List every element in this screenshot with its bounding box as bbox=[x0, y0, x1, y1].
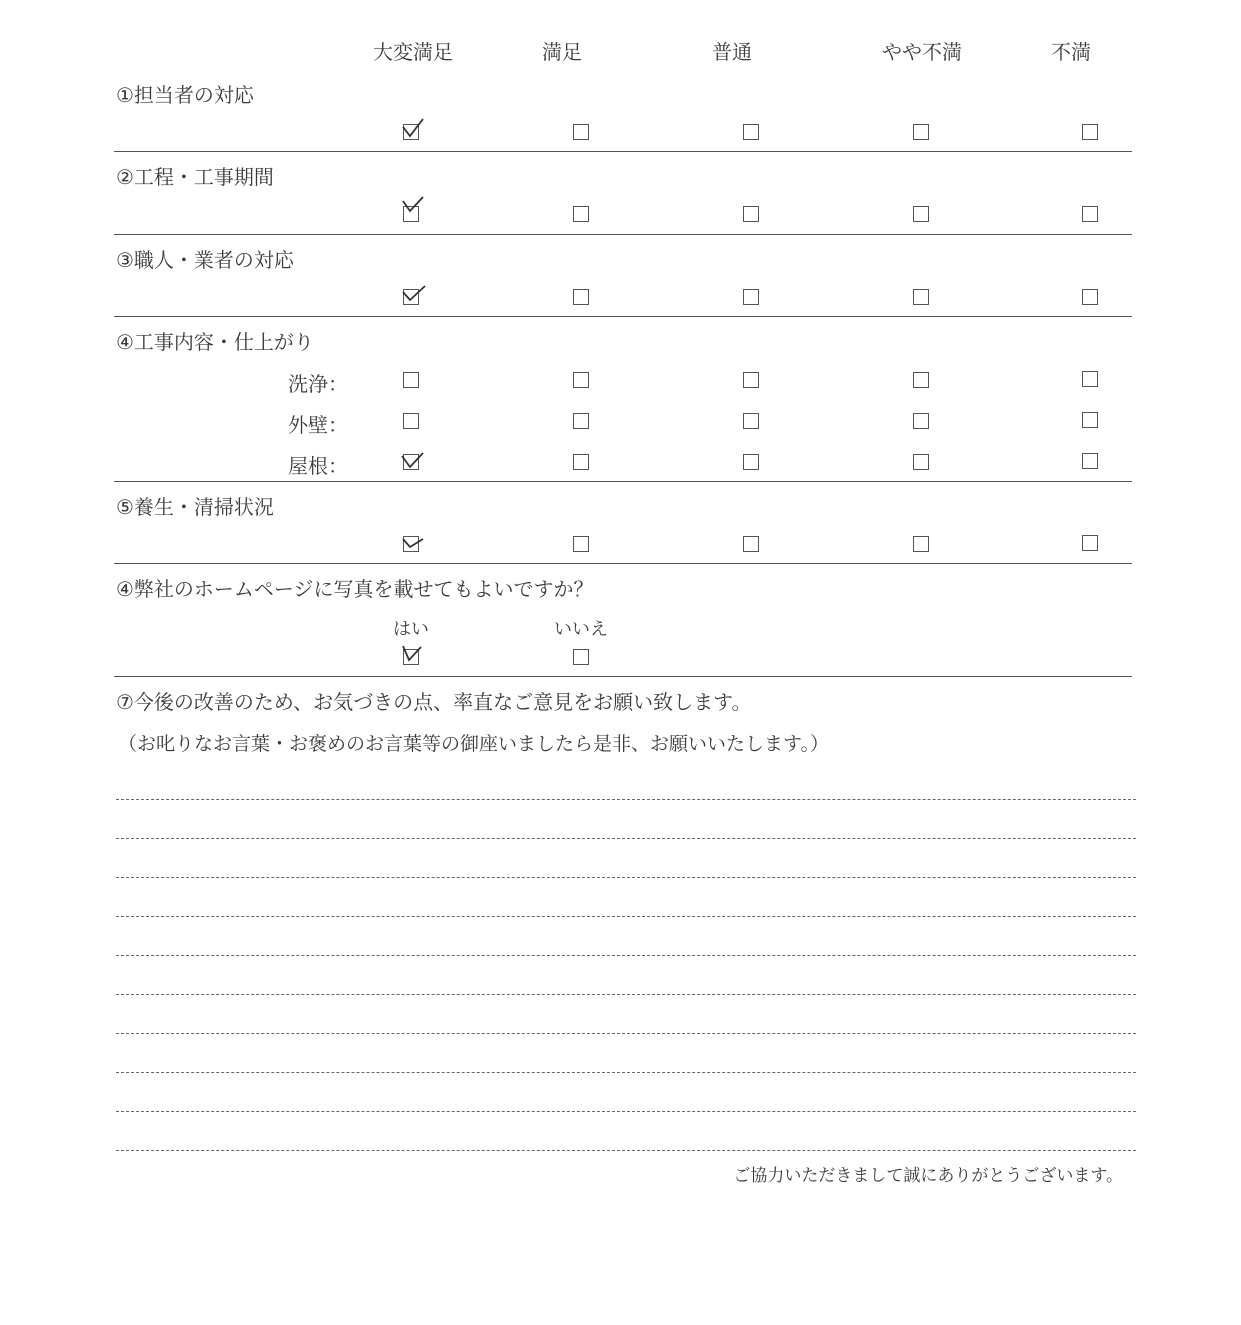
question-title-staff: ①担当者の対応 bbox=[116, 83, 254, 107]
checkbox-q2-dissatisfied[interactable] bbox=[1082, 206, 1098, 222]
checkbox-q1-satisfied[interactable] bbox=[573, 124, 589, 140]
checkbox-q4-roof-dissatisfied[interactable] bbox=[1082, 453, 1098, 469]
check-mark-icon bbox=[401, 199, 425, 223]
checkbox-q5-neutral[interactable] bbox=[743, 536, 759, 552]
checkbox-q4-roof-satisfied[interactable] bbox=[573, 454, 589, 470]
comment-line[interactable] bbox=[116, 916, 1136, 917]
comment-line[interactable] bbox=[116, 877, 1136, 878]
checkbox-q5-satisfied[interactable] bbox=[573, 536, 589, 552]
comment-line[interactable] bbox=[116, 1111, 1136, 1112]
checkbox-q4-roof-neutral[interactable] bbox=[743, 454, 759, 470]
separator bbox=[114, 481, 1132, 482]
question-title-work-quality: ④工事内容・仕上がり bbox=[116, 330, 314, 354]
row-label-exterior-wall: 外壁： bbox=[288, 413, 348, 437]
checkbox-q2-somewhat-dissatisfied[interactable] bbox=[913, 206, 929, 222]
checkbox-q4-washing-somewhat-dissatisfied[interactable] bbox=[913, 372, 929, 388]
checkbox-q1-somewhat-dissatisfied[interactable] bbox=[913, 124, 929, 140]
question-title-schedule: ②工程・工事期間 bbox=[116, 165, 274, 189]
column-header-neutral: 普通 bbox=[712, 40, 752, 64]
comment-line[interactable] bbox=[116, 838, 1136, 839]
column-header-satisfied: 満足 bbox=[542, 40, 582, 64]
checkbox-homepage-no[interactable] bbox=[573, 649, 589, 665]
question-title-craftsmen: ③職人・業者の対応 bbox=[116, 248, 294, 272]
checkbox-q1-dissatisfied[interactable] bbox=[1082, 124, 1098, 140]
column-header-somewhat-dissatisfied: やや不満 bbox=[882, 40, 962, 64]
checkbox-q4-washing-dissatisfied[interactable] bbox=[1082, 371, 1098, 387]
separator bbox=[114, 316, 1132, 317]
question-title-homepage-photos: ④弊社のホームページに写真を載せてもよいですか？ bbox=[116, 577, 594, 601]
checkbox-q1-neutral[interactable] bbox=[743, 124, 759, 140]
checkbox-q3-dissatisfied[interactable] bbox=[1082, 289, 1098, 305]
checkbox-q1-very-satisfied[interactable] bbox=[403, 124, 419, 140]
checkbox-q2-satisfied[interactable] bbox=[573, 206, 589, 222]
comment-line[interactable] bbox=[116, 1150, 1136, 1151]
comment-line[interactable] bbox=[116, 1033, 1136, 1034]
checkbox-q3-somewhat-dissatisfied[interactable] bbox=[913, 289, 929, 305]
checkbox-q2-neutral[interactable] bbox=[743, 206, 759, 222]
comment-line[interactable] bbox=[116, 1072, 1136, 1073]
row-label-washing: 洗浄： bbox=[288, 372, 348, 396]
checkbox-q4-wall-somewhat-dissatisfied[interactable] bbox=[913, 413, 929, 429]
question-title-curing-cleaning: ⑤養生・清掃状況 bbox=[116, 495, 274, 519]
comment-line[interactable] bbox=[116, 799, 1136, 800]
checkbox-q3-very-satisfied[interactable] bbox=[403, 289, 419, 305]
check-mark-icon bbox=[401, 642, 425, 666]
checkbox-q4-wall-dissatisfied[interactable] bbox=[1082, 412, 1098, 428]
checkbox-q2-very-satisfied[interactable] bbox=[403, 206, 419, 222]
option-label-no: いいえ bbox=[554, 619, 608, 640]
checkbox-q4-wall-satisfied[interactable] bbox=[573, 413, 589, 429]
check-mark-icon bbox=[401, 282, 425, 306]
checkbox-q4-washing-very-satisfied[interactable] bbox=[403, 372, 419, 388]
check-mark-icon bbox=[401, 447, 425, 471]
checkbox-q4-roof-very-satisfied[interactable] bbox=[403, 454, 419, 470]
thanks-message: ご協力いただきまして誠にありがとうございます。 bbox=[733, 1166, 1123, 1186]
separator bbox=[114, 676, 1132, 677]
check-mark-icon bbox=[401, 117, 425, 141]
check-mark-icon bbox=[401, 529, 425, 553]
option-label-yes: はい bbox=[393, 619, 429, 640]
comments-title: ⑦今後の改善のため、お気づきの点、率直なご意見をお願い致します。 bbox=[116, 690, 752, 714]
checkbox-q4-wall-neutral[interactable] bbox=[743, 413, 759, 429]
separator bbox=[114, 563, 1132, 564]
separator bbox=[114, 151, 1132, 152]
checkbox-q5-dissatisfied[interactable] bbox=[1082, 535, 1098, 551]
comment-line[interactable] bbox=[116, 994, 1136, 995]
checkbox-q5-somewhat-dissatisfied[interactable] bbox=[913, 536, 929, 552]
separator bbox=[114, 234, 1132, 235]
column-header-very-satisfied: 大変満足 bbox=[373, 40, 453, 64]
checkbox-q4-washing-neutral[interactable] bbox=[743, 372, 759, 388]
checkbox-q3-satisfied[interactable] bbox=[573, 289, 589, 305]
checkbox-q4-roof-somewhat-dissatisfied[interactable] bbox=[913, 454, 929, 470]
checkbox-homepage-yes[interactable] bbox=[403, 649, 419, 665]
checkbox-q3-neutral[interactable] bbox=[743, 289, 759, 305]
column-header-dissatisfied: 不満 bbox=[1051, 40, 1091, 64]
comment-line[interactable] bbox=[116, 955, 1136, 956]
checkbox-q5-very-satisfied[interactable] bbox=[403, 536, 419, 552]
checkbox-q4-washing-satisfied[interactable] bbox=[573, 372, 589, 388]
checkbox-q4-wall-very-satisfied[interactable] bbox=[403, 413, 419, 429]
comments-subtitle: （お叱りなお言葉・お褒めのお言葉等の御座いましたら是非、お願いいたします。） bbox=[118, 733, 829, 755]
row-label-roof: 屋根： bbox=[288, 454, 348, 478]
